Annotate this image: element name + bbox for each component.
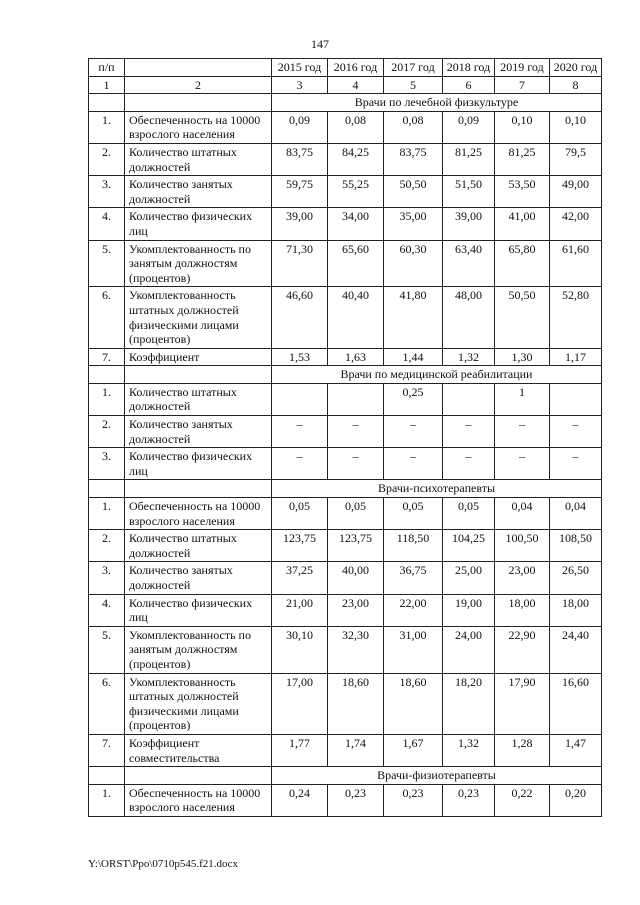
- value-cell: –: [443, 448, 495, 480]
- value-cell: –: [272, 416, 328, 448]
- value-cell: 84,25: [328, 143, 384, 175]
- value-cell: 1,53: [272, 348, 328, 366]
- table-row: [89, 594, 602, 626]
- value-cell: [550, 383, 602, 415]
- value-cell: 0,05: [384, 498, 443, 530]
- value-cell: 36,75: [384, 562, 443, 594]
- row-number: 6.: [89, 673, 125, 734]
- table-row: [89, 498, 602, 530]
- row-number: 1.: [89, 498, 125, 530]
- value-cell: 60,30: [384, 240, 443, 287]
- row-number: 3.: [89, 176, 125, 208]
- value-cell: 1,30: [495, 348, 550, 366]
- value-cell: 1,44: [384, 348, 443, 366]
- column-number: 5: [384, 76, 443, 94]
- table-row: [89, 448, 602, 480]
- value-cell: 22,00: [384, 594, 443, 626]
- row-number: 5.: [89, 626, 125, 673]
- section-blank-cell: [89, 480, 125, 498]
- value-cell: –: [550, 416, 602, 448]
- value-cell: 0,20: [550, 784, 602, 816]
- section-blank-cell: [89, 94, 125, 112]
- header-year: 2017 год: [384, 59, 443, 77]
- value-cell: 1,32: [443, 734, 495, 766]
- staffing-table: [88, 58, 602, 817]
- value-cell: 40,40: [328, 287, 384, 348]
- table-row: [89, 562, 602, 594]
- value-cell: 0,05: [272, 498, 328, 530]
- value-cell: 31,00: [384, 626, 443, 673]
- row-number: 4.: [89, 594, 125, 626]
- value-cell: –: [384, 416, 443, 448]
- indicator-name: Количество штатных должностей: [125, 530, 272, 562]
- value-cell: 0,09: [443, 111, 495, 143]
- indicator-name: Обеспеченность на 10000 взрослого населения: [125, 498, 272, 530]
- value-cell: 48,00: [443, 287, 495, 348]
- value-cell: –: [328, 448, 384, 480]
- header-year: 2018 год: [443, 59, 495, 77]
- value-cell: 30,10: [272, 626, 328, 673]
- row-number: 6.: [89, 287, 125, 348]
- value-cell: 1,74: [328, 734, 384, 766]
- indicator-name: Количество физических лиц: [125, 594, 272, 626]
- header-year: 2016 год: [328, 59, 384, 77]
- value-cell: 71,30: [272, 240, 328, 287]
- row-number: 1.: [89, 111, 125, 143]
- value-cell: 39,00: [443, 208, 495, 240]
- value-cell: 1,28: [495, 734, 550, 766]
- section-title: Врачи-психотерапевты: [272, 480, 602, 498]
- value-cell: 83,75: [384, 143, 443, 175]
- value-cell: 35,00: [384, 208, 443, 240]
- value-cell: 1,32: [443, 348, 495, 366]
- section-blank-cell: [125, 480, 272, 498]
- value-cell: 25,00: [443, 562, 495, 594]
- row-number: 2.: [89, 143, 125, 175]
- value-cell: 0,24: [272, 784, 328, 816]
- page-number: 147: [311, 37, 329, 51]
- table-row: [89, 784, 602, 816]
- indicator-name: Коэффициент: [125, 348, 272, 366]
- value-cell: –: [328, 416, 384, 448]
- section-header-row: [89, 480, 602, 498]
- value-cell: 123,75: [328, 530, 384, 562]
- value-cell: 18,60: [328, 673, 384, 734]
- indicator-name: Укомплектованность штатных должностей физическими лицами (процентов): [125, 673, 272, 734]
- value-cell: 1,17: [550, 348, 602, 366]
- column-number: 7: [495, 76, 550, 94]
- header-year: 2019 год: [495, 59, 550, 77]
- section-blank-cell: [125, 767, 272, 785]
- header-year: 2015 год: [272, 59, 328, 77]
- indicator-name: Обеспеченность на 10000 взрослого населения: [125, 111, 272, 143]
- value-cell: 21,00: [272, 594, 328, 626]
- value-cell: [443, 383, 495, 415]
- value-cell: 51,50: [443, 176, 495, 208]
- section-title: Врачи по лечебной физкультуре: [272, 94, 602, 112]
- row-number: 4.: [89, 208, 125, 240]
- table-row: [89, 348, 602, 366]
- value-cell: 0,09: [272, 111, 328, 143]
- value-cell: 18,00: [495, 594, 550, 626]
- indicator-name: Обеспеченность на 10000 взрослого населения: [125, 784, 272, 816]
- section-title: Врачи по медицинской реабилитации: [272, 366, 602, 384]
- table-row: [89, 383, 602, 415]
- value-cell: 0,23: [328, 784, 384, 816]
- value-cell: 0,05: [328, 498, 384, 530]
- section-header-row: [89, 94, 602, 112]
- value-cell: 24,00: [443, 626, 495, 673]
- value-cell: 32,30: [328, 626, 384, 673]
- value-cell: 23,00: [495, 562, 550, 594]
- section-header-row: [89, 366, 602, 384]
- value-cell: 17,00: [272, 673, 328, 734]
- indicator-name: Укомплектованность штатных должностей физическими лицами (процентов): [125, 287, 272, 348]
- value-cell: 1,63: [328, 348, 384, 366]
- column-number: 2: [125, 76, 272, 94]
- value-cell: 41,80: [384, 287, 443, 348]
- table-row: [89, 111, 602, 143]
- value-cell: 24,40: [550, 626, 602, 673]
- row-number: 1.: [89, 383, 125, 415]
- value-cell: 50,50: [495, 287, 550, 348]
- value-cell: 40,00: [328, 562, 384, 594]
- table-row: [89, 416, 602, 448]
- header-year: 2020 год: [550, 59, 602, 77]
- indicator-name: Количество штатных должностей: [125, 143, 272, 175]
- row-number: 7.: [89, 348, 125, 366]
- value-cell: 52,80: [550, 287, 602, 348]
- table-row: [89, 734, 602, 766]
- indicator-name: Количество физических лиц: [125, 448, 272, 480]
- value-cell: 17,90: [495, 673, 550, 734]
- value-cell: 46,60: [272, 287, 328, 348]
- row-number: 3.: [89, 448, 125, 480]
- value-cell: 49,00: [550, 176, 602, 208]
- value-cell: 0,23: [443, 784, 495, 816]
- value-cell: 0,08: [384, 111, 443, 143]
- value-cell: 108,50: [550, 530, 602, 562]
- column-number: 8: [550, 76, 602, 94]
- value-cell: 16,60: [550, 673, 602, 734]
- section-blank-cell: [125, 366, 272, 384]
- value-cell: 0,04: [550, 498, 602, 530]
- value-cell: [328, 383, 384, 415]
- row-number: 3.: [89, 562, 125, 594]
- table-row: [89, 208, 602, 240]
- value-cell: 22,90: [495, 626, 550, 673]
- value-cell: 63,40: [443, 240, 495, 287]
- value-cell: 123,75: [272, 530, 328, 562]
- indicator-name: Количество занятых должностей: [125, 416, 272, 448]
- table-row: [89, 530, 602, 562]
- table-row: [89, 287, 602, 348]
- value-cell: [272, 383, 328, 415]
- value-cell: –: [272, 448, 328, 480]
- value-cell: 0,25: [384, 383, 443, 415]
- indicator-name: Количество занятых должностей: [125, 562, 272, 594]
- table-body: [89, 94, 602, 817]
- value-cell: 100,50: [495, 530, 550, 562]
- table-row: [89, 176, 602, 208]
- row-number: 5.: [89, 240, 125, 287]
- header-name: [125, 59, 272, 77]
- value-cell: 104,25: [443, 530, 495, 562]
- column-number: 4: [328, 76, 384, 94]
- value-cell: –: [550, 448, 602, 480]
- section-blank-cell: [89, 366, 125, 384]
- value-cell: –: [495, 448, 550, 480]
- table-row: [89, 143, 602, 175]
- value-cell: 1,67: [384, 734, 443, 766]
- value-cell: 34,00: [328, 208, 384, 240]
- row-number: 7.: [89, 734, 125, 766]
- indicator-name: Количество физических лиц: [125, 208, 272, 240]
- value-cell: 65,60: [328, 240, 384, 287]
- value-cell: –: [384, 448, 443, 480]
- value-cell: 118,50: [384, 530, 443, 562]
- value-cell: 37,25: [272, 562, 328, 594]
- value-cell: 0,22: [495, 784, 550, 816]
- value-cell: 81,25: [443, 143, 495, 175]
- value-cell: –: [443, 416, 495, 448]
- header-num: п/п: [89, 59, 125, 77]
- value-cell: 39,00: [272, 208, 328, 240]
- value-cell: 61,60: [550, 240, 602, 287]
- section-header-row: [89, 767, 602, 785]
- value-cell: 0,10: [495, 111, 550, 143]
- value-cell: 53,50: [495, 176, 550, 208]
- row-number: 2.: [89, 530, 125, 562]
- section-blank-cell: [89, 767, 125, 785]
- value-cell: 65,80: [495, 240, 550, 287]
- table-row: [89, 626, 602, 673]
- row-number: 2.: [89, 416, 125, 448]
- value-cell: 0,05: [443, 498, 495, 530]
- value-cell: 18,20: [443, 673, 495, 734]
- value-cell: 18,60: [384, 673, 443, 734]
- value-cell: 23,00: [328, 594, 384, 626]
- value-cell: 1,77: [272, 734, 328, 766]
- value-cell: 18,00: [550, 594, 602, 626]
- column-number: 1: [89, 76, 125, 94]
- indicator-name: Количество занятых должностей: [125, 176, 272, 208]
- value-cell: 59,75: [272, 176, 328, 208]
- file-path-footer: Y:\ORST\Ppo\0710p545.f21.docx: [88, 858, 238, 870]
- value-cell: 0,08: [328, 111, 384, 143]
- value-cell: 42,00: [550, 208, 602, 240]
- indicator-name: Коэффициент совместительства: [125, 734, 272, 766]
- column-number: 6: [443, 76, 495, 94]
- table-row: [89, 240, 602, 287]
- value-cell: 1,47: [550, 734, 602, 766]
- value-cell: 0,10: [550, 111, 602, 143]
- column-numbers-row: [89, 76, 602, 94]
- value-cell: 81,25: [495, 143, 550, 175]
- table-row: [89, 673, 602, 734]
- section-blank-cell: [125, 94, 272, 112]
- value-cell: 41,00: [495, 208, 550, 240]
- value-cell: 26,50: [550, 562, 602, 594]
- value-cell: 83,75: [272, 143, 328, 175]
- column-number: 3: [272, 76, 328, 94]
- table-header-row: [89, 59, 602, 77]
- value-cell: –: [495, 416, 550, 448]
- value-cell: 0,23: [384, 784, 443, 816]
- value-cell: 19,00: [443, 594, 495, 626]
- indicator-name: Укомплектованность по занятым должностям (процентов): [125, 240, 272, 287]
- value-cell: 55,25: [328, 176, 384, 208]
- value-cell: 1: [495, 383, 550, 415]
- value-cell: 50,50: [384, 176, 443, 208]
- value-cell: 79,5: [550, 143, 602, 175]
- section-title: Врачи-физиотерапевты: [272, 767, 602, 785]
- row-number: 1.: [89, 784, 125, 816]
- indicator-name: Количество штатных должностей: [125, 383, 272, 415]
- indicator-name: Укомплектованность по занятым должностям (процентов): [125, 626, 272, 673]
- value-cell: 0,04: [495, 498, 550, 530]
